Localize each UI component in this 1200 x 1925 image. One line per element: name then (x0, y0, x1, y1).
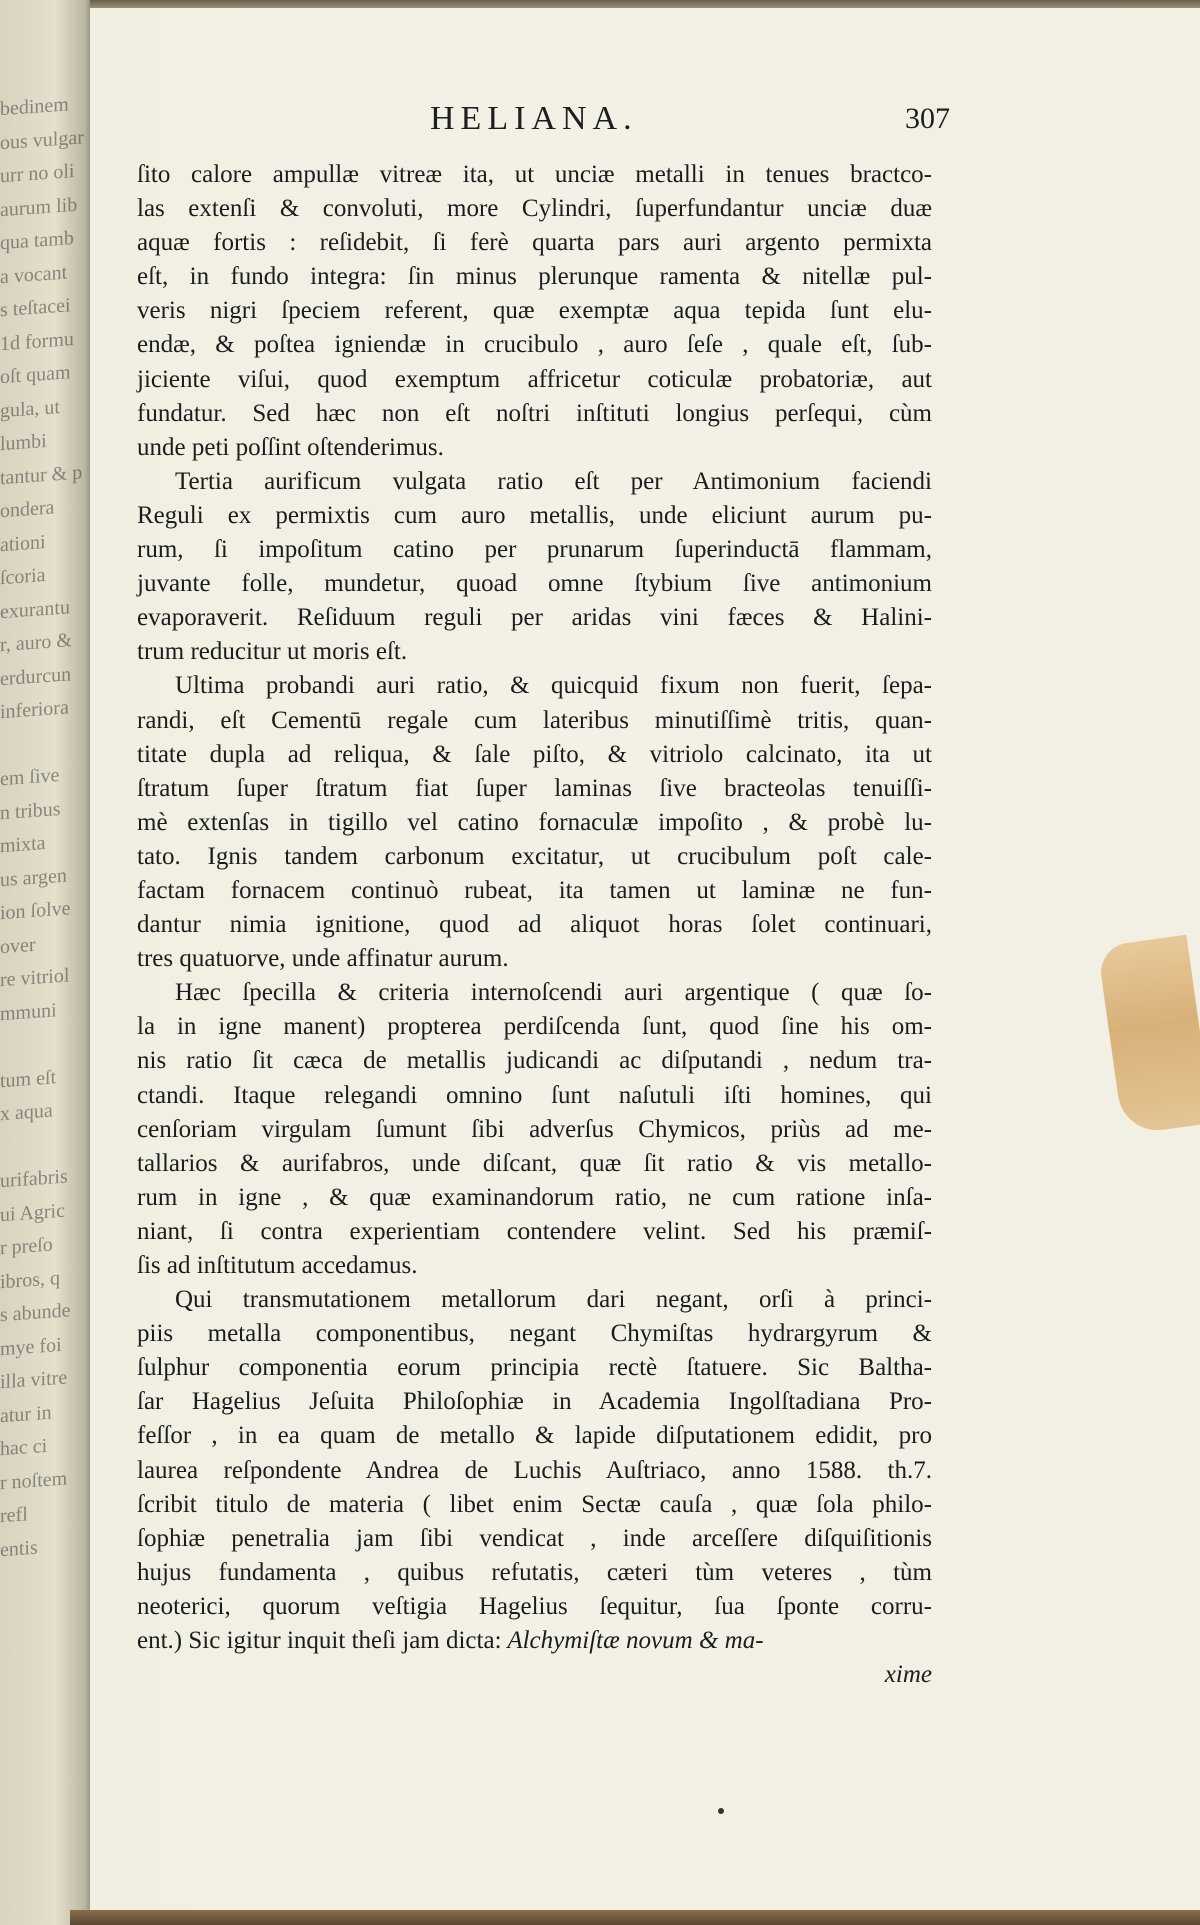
text-line: las extenſi & convoluti, more Cylindri, ſuperfundantur unciæ duæ (137, 195, 932, 223)
text-line: dantur nimia ignitione, quod ad aliquot horas ſolet continuari, (137, 911, 932, 939)
text-line: titate dupla ad reliqua, & ſale piſto, & vitriolo calcinato, ita ut (137, 740, 932, 768)
text-line: Ultima probandi auri ratio, & quicquid fixum non fuerit, ſepa- (175, 672, 932, 700)
bleed-line: qua tamb (0, 227, 74, 255)
text-line: niant, ſi contra experientiam contendere velint. Sed his præmiſ- (137, 1217, 932, 1245)
text-line: juvante folle, mundetur, quoad omne ſtybium ſive antimonium (137, 570, 932, 598)
page-header (430, 100, 950, 150)
bleed-line: mmuni (0, 998, 57, 1025)
bleed-line: tum eſt (0, 1065, 57, 1092)
body-text (137, 158, 932, 1692)
text-line: ctandi. Itaque relegandi omnino ſunt naſutuli iſti homines, qui (137, 1081, 932, 1109)
bleed-line: entis (0, 1536, 38, 1561)
text-line: feſſor , in ea quam de metallo & lapide diſputationem edidit, pro (137, 1422, 932, 1450)
text-line: ſar Hagelius Jeſuita Philoſophiæ in Academia Ingolſtadiana Pro- (137, 1388, 932, 1416)
text-line: aquæ fortis : reſidebit, ſi ferè quarta pars auri argento permixta (137, 229, 932, 257)
text-line: trum reducitur ut moris eſt. (137, 638, 408, 666)
bleed-line: mye foi (0, 1333, 62, 1360)
facing-page-bleed-through (0, 90, 92, 1564)
ink-speck (718, 1808, 724, 1814)
bleed-line: ion ſolve (0, 897, 71, 925)
bleed-line: exurantu (0, 595, 70, 623)
bleed-line: us argen (0, 864, 67, 891)
catchword: xime (884, 1661, 932, 1689)
facing-page-edge (0, 0, 92, 1925)
bleed-line: s teſtacei (0, 294, 71, 322)
bleed-line: tantur & p (0, 460, 83, 489)
bleed-line: a vocant (0, 261, 68, 288)
text-line: evaporaverit. Reſiduum reguli per aridas vini fæces & Halini- (137, 604, 932, 632)
bleed-line: ondera (0, 496, 55, 523)
text-line: piis metalla componentibus, negant Chymiſtas hydrargyrum & (137, 1320, 932, 1348)
text-line: tres quatuorve, unde affinatur aurum. (137, 945, 509, 973)
text-line: fundatur. Sed hæc non eſt noſtri inſtituti longius perſequi, cùm (137, 399, 932, 427)
page-number: 307 (905, 102, 950, 135)
text-line: ſtratum ſuper ſtratum fiat ſuper laminas ſive bracteolas tenuiſſi- (137, 774, 932, 802)
text-line: tato. Ignis tandem carbonum excitatur, ut crucibulum poſt cale- (137, 842, 932, 870)
bleed-line: lumbi (0, 429, 47, 456)
text-line: ſis ad inſtitutum accedamus. (137, 1252, 418, 1279)
bleed-line: oſt quam (0, 361, 71, 389)
text-line: tallarios & aurifabros, unde diſcant, quæ ſit ratio & vis metallo- (137, 1149, 932, 1177)
bleed-line: bedinem (0, 93, 69, 121)
bleed-line: refl (0, 1503, 28, 1528)
text-line: hujus fundamenta , quibus refutatis, cæteri tùm veteres , tùm (137, 1558, 932, 1586)
bleed-line: over (0, 933, 36, 958)
text-line: Qui transmutationem metallorum dari negant, orſi à princi- (175, 1286, 932, 1314)
text-line: nis ratio ſit cæca de metallis judicandi ac diſputandi , nedum tra- (137, 1047, 932, 1075)
bleed-line: ous vulgar (0, 125, 84, 154)
text-line: eſt, in fundo integra: ſin minus plerunque ramenta & nitellæ pul- (137, 263, 932, 291)
bleed-line: r noſtem (0, 1467, 68, 1494)
text-line: la in igne manent) propterea perdiſcenda ſunt, quod ſine his om- (137, 1013, 932, 1041)
bleed-line: n tribus (0, 797, 61, 824)
text-line: cenſoriam virgulam ſumunt ſibi adverſus Chymicos, priùs ad me- (137, 1115, 932, 1143)
bleed-line: gula, ut (0, 395, 60, 422)
bleed-line: ſcoria (0, 564, 46, 590)
bleed-line: em ſive (0, 764, 60, 791)
text-line: Hæc ſpecilla & criteria internoſcendi auri argentique ( quæ ſo- (175, 979, 932, 1007)
text-line: endæ, & poſtea igniendæ in crucibulo , auro ſeſe , quale eſt, ſub- (137, 331, 932, 359)
text-line: rum in igne , & quæ examinandorum ratio, ne cum ratione inſa- (137, 1183, 932, 1211)
running-title: HELIANA. (430, 100, 638, 137)
text-line: ſcribit titulo de materia ( libet enim Sectæ cauſa , quæ ſola philo- (137, 1490, 932, 1518)
top-page-edge (90, 0, 1200, 8)
bleed-line: inferiora (0, 696, 69, 724)
bleed-line: r preſo (0, 1233, 53, 1260)
bleed-line: x aqua (0, 1099, 53, 1126)
bleed-line: atur in (0, 1401, 52, 1427)
bleed-line: hac ci (0, 1434, 48, 1461)
text-line: ſulphur componentia eorum principia rectè ſtatuere. Sic Baltha- (137, 1354, 932, 1382)
text-line: rum, ſi impoſitum catino per prunarum ſuperinductā flammam, (137, 536, 932, 564)
text-line: factam fornacem continuò rubeat, ita tamen ut laminæ ne fun- (137, 876, 932, 904)
text-line: laurea reſpondente Andrea de Luchis Auſtriaco, anno 1588. th.7. (137, 1456, 932, 1484)
bleed-line: ationi (0, 530, 46, 556)
text-line: randi, eſt Cementū regale cum lateribus minutiſſimè tritis, quan- (137, 706, 932, 734)
bottom-page-edge (70, 1910, 1200, 1925)
text-line: jiciente viſui, quod exemptum affricetur coticulæ probatoriæ, aut (137, 365, 932, 393)
text-line: Tertia aurificum vulgata ratio eſt per Antimonium faciendi (175, 467, 932, 495)
text-line: ſophiæ penetralia jam ſibi vendicat , inde arceſſere diſquiſitionis (137, 1524, 932, 1552)
text-line: neoterici, quorum veſtigia Hagelius ſequitur, ſua ſponte corru- (137, 1592, 932, 1620)
text-line: ent.) Sic igitur inquit theſi jam dicta: Alchymiſtæ novum & ma- (137, 1627, 764, 1655)
text-line: veris nigri ſpeciem referent, quæ exemptæ aqua tepida ſunt elu- (137, 297, 932, 325)
bleed-line: urr no oli (0, 160, 75, 188)
bleed-line: re vitriol (0, 964, 70, 992)
bleed-line: erdurcun (0, 662, 72, 690)
bleed-line: r, auro & (0, 629, 72, 657)
bleed-line: illa vitre (0, 1366, 68, 1394)
bleed-line: aurum lib (0, 193, 78, 221)
text-line: unde peti poſſint oſtenderimus. (137, 433, 444, 461)
bleed-line: ibros, q (0, 1266, 60, 1293)
text-line: mè extenſas in tigillo vel catino fornaculæ impoſito , & probè lu- (137, 808, 932, 836)
text-line: ſito calore ampullæ vitreæ ita, ut unciæ metalli in tenues bractco- (137, 161, 932, 188)
bleed-line: mixta (0, 832, 46, 858)
text-line: Reguli ex permixtis cum auro metallis, unde eliciunt aurum pu- (137, 501, 932, 529)
bleed-line: urifabris (0, 1165, 68, 1193)
bleed-line: s abunde (0, 1299, 71, 1327)
italic-quote: Alchymiſtæ novum & ma- (501, 1627, 764, 1655)
bleed-line: 1d formu (0, 327, 74, 355)
bleed-line: ui Agric (0, 1199, 65, 1226)
